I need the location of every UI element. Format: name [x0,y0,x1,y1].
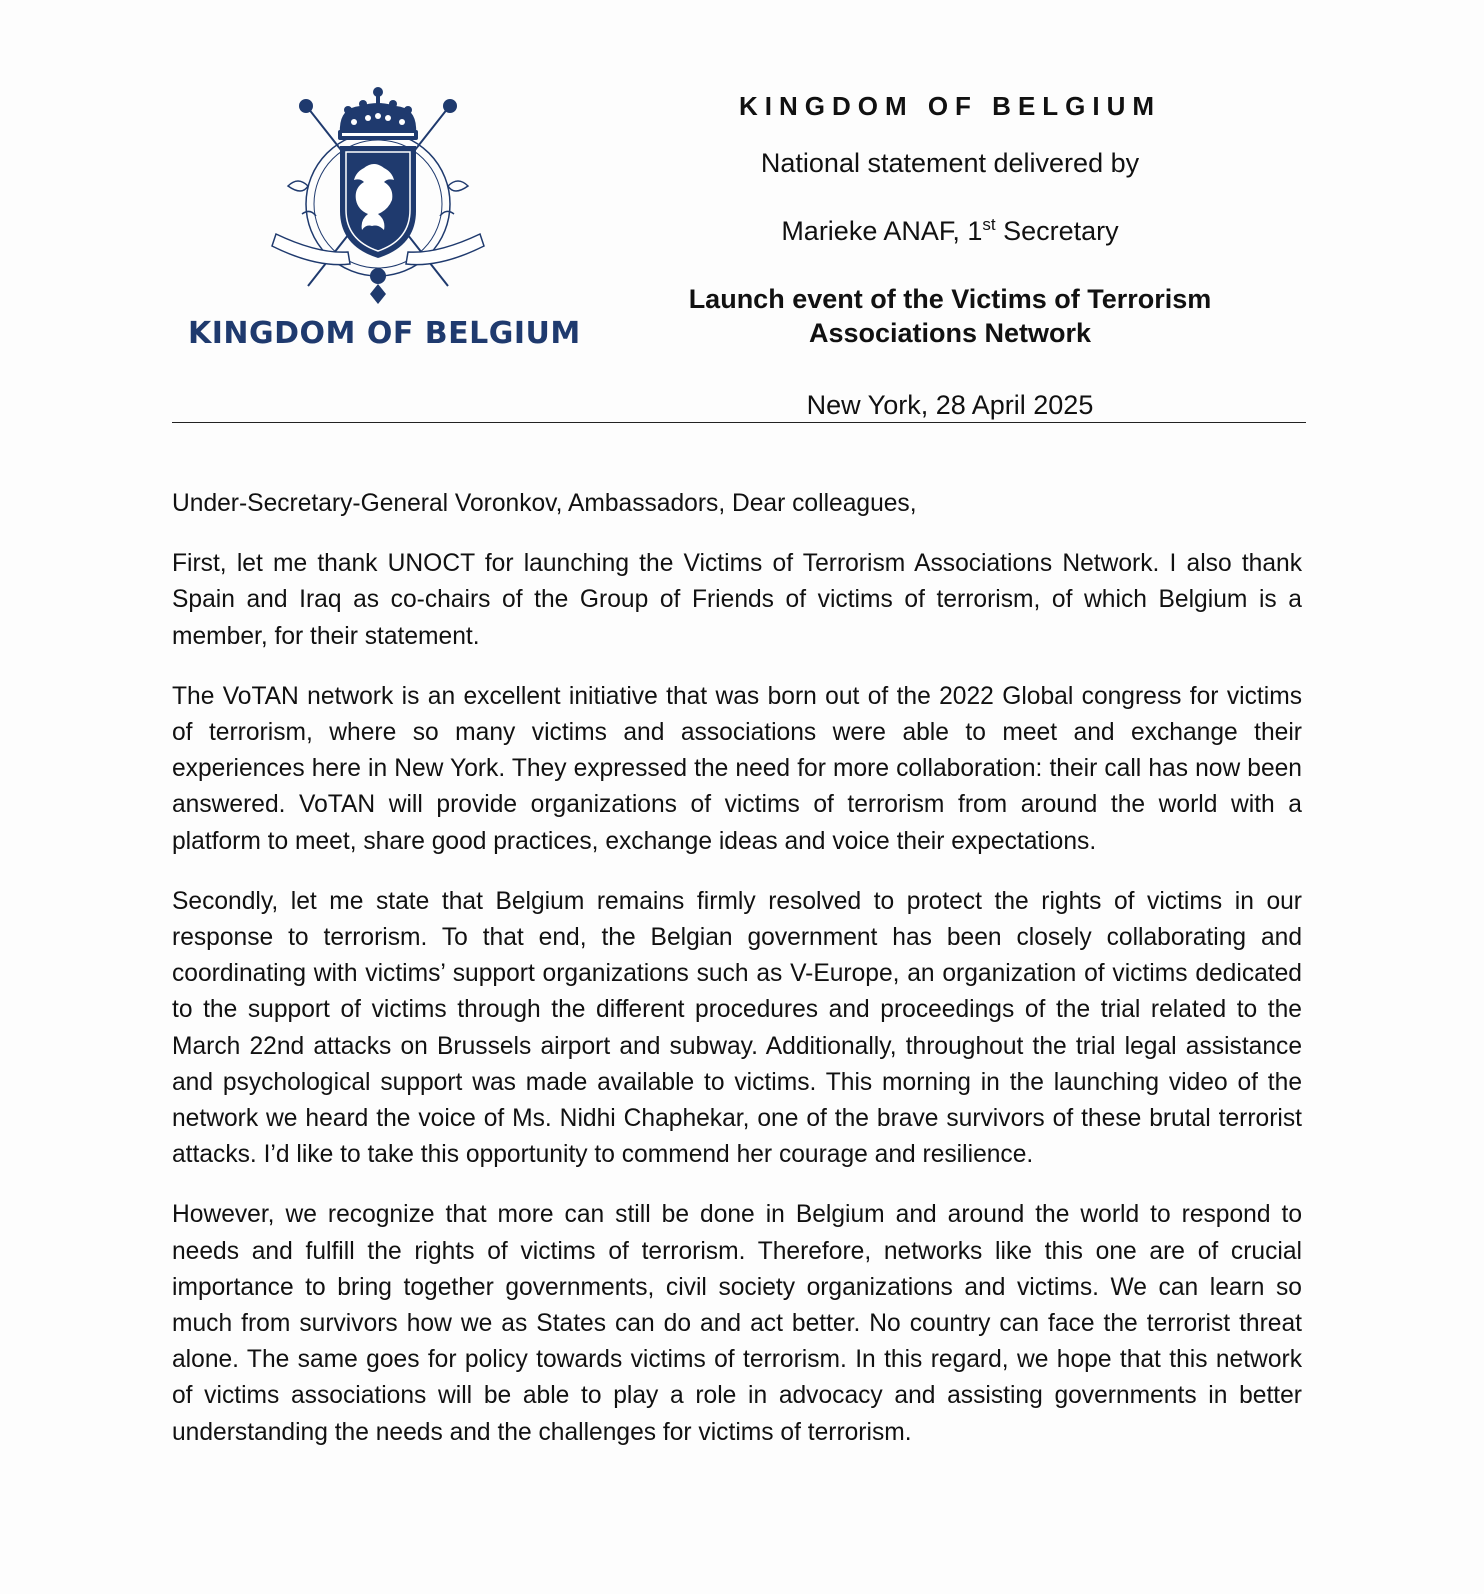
header-divider [172,422,1306,423]
event-title-line-2: Associations Network [808,318,1092,348]
event-title-line-1: Launch event of the Victims of Terrorism [688,284,1212,314]
place-date: New York, 28 April 2025 [806,390,1094,420]
coat-of-arms-icon [268,86,488,311]
paragraph: Secondly, let me state that Belgium remains firmly resolved to protect the rights of victims in our response to terrorism. To that end, the Belgian government has been closely collaborating and coordinating with victims’ support organizations such as V-Europe, an organization of victims dedicated to the support of victims through the different procedures and proceedings of the trial related to the March 22nd attacks on Brussels airport and subway. Additionally, throughout the trial legal assistance and psychological support was made available to victims. This morning in the launching video of the network we heard the voice of Ms. Nidhi Chaphekar, one of the brave survivors of these brutal terrorist attacks. I’d like to take this opportunity to commend her courage and resilience. [172,887,1302,1169]
statement-header [640,86,1260,422]
kingdom-heading: KINGDOM OF BELGIUM [738,91,1162,121]
speaker-line [640,214,1260,248]
paragraph: However, we recognize that more can still be done in Belgium and around the world to respond to needs and fulfill the rights of victims of terrorism. Therefore, networks like this one are of crucial importance to bring together governments, civil society organizations and victims. We can learn so much from survivors how we as States can do and act better. No country can face the terrorist threat alone. The same goes for policy towards victims of terrorism. In this regard, we hope that this network of victims associations will be able to play a role in advocacy and assisting governments in better understanding the needs and the challenges for victims of terrorism. [172,1201,1302,1446]
belgium-logo [188,86,581,356]
paragraph: The VoTAN network is an excellent initiative that was born out of the 2022 Global congress for victims of terrorism, where so many victims and associations were able to meet and exchange their experiences here in New York. They expressed the need for more collaboration: their call has now been answered. VoTAN will provide organizations of victims of terrorism from around the world with a platform to meet, share good practices, exchange ideas and voice their expectations. [172,682,1302,855]
delivered-by-line: National statement delivered by [760,148,1140,178]
logo-wordmark: KINGDOM OF BELGIUM [188,316,581,351]
salutation: Under-Secretary-General Voronkov, Ambassadors, Dear colleagues, [172,490,917,517]
speaker-name: Marieke ANAF, 1 [781,216,983,246]
speaker-role: Secretary [995,216,1119,246]
event-title [640,282,1260,350]
speaker-ordinal: st [982,215,996,234]
statement-body [172,486,1302,1475]
paragraph: First, let me thank UNOCT for launching the Victims of Terrorism Associations Network. I also thank Spain and Iraq as co-chairs of the Group of Friends of victims of terrorism, of which Belgium is a member, for their statement. [172,550,1302,650]
